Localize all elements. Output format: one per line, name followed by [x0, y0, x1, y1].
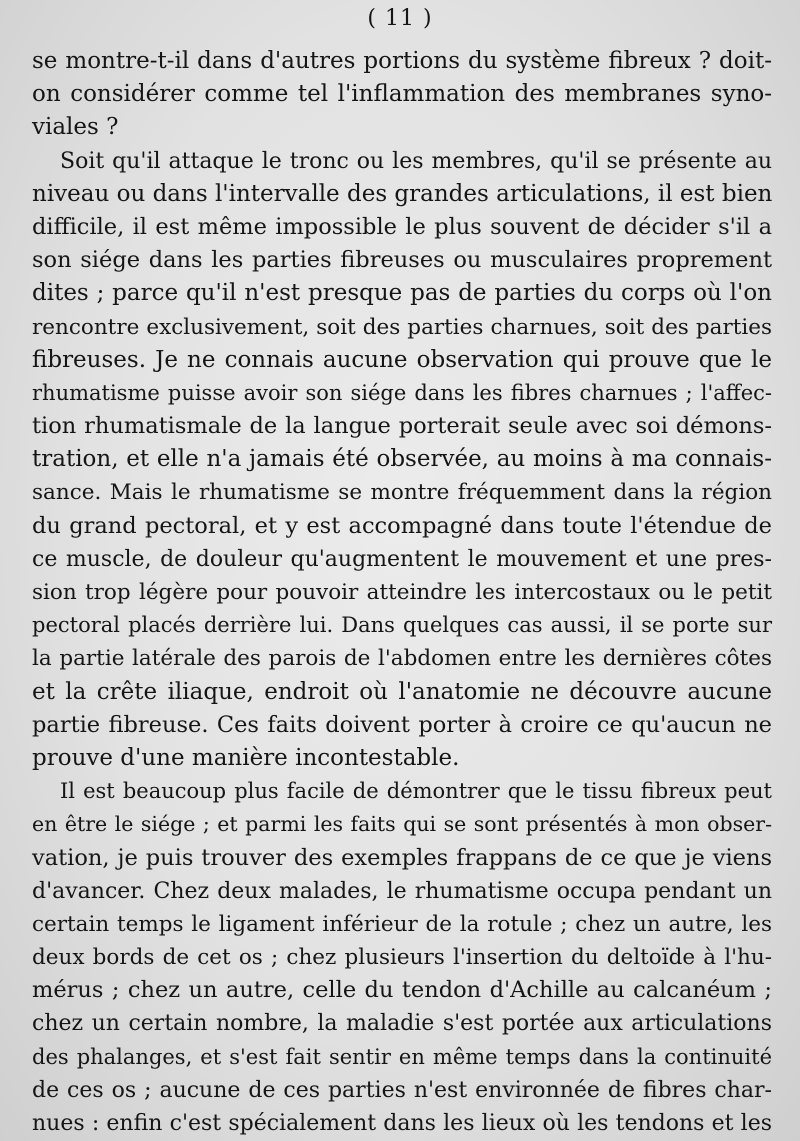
- text-line: certain temps le ligament inférieur de la rotule ; chez un autre, les: [32, 911, 772, 937]
- page-number: ( 11 ): [367, 6, 433, 31]
- text-line: ce muscle, de douleur qu'augmentent le mouvement et une pres-: [32, 546, 772, 572]
- text-line: mérus ; chez un autre, celle du tendon d'Achille au calcanéum ;: [32, 977, 772, 1004]
- text-line: rencontre exclusivement, soit des parties charnues, soit des parties: [32, 314, 772, 340]
- text-line: fibreuses. Je ne connais aucune observation qui prouve que le: [32, 346, 772, 373]
- text-line: d'avancer. Chez deux malades, le rhumatisme occupa pendant un: [32, 878, 772, 904]
- text-line: partie fibreuse. Ces faits doivent porter à croire ce qu'aucun ne: [32, 711, 772, 738]
- text-line: tration, et elle n'a jamais été observée, au moins à ma connais-: [32, 446, 772, 473]
- text-line: on considérer comme tel l'inflammation des membranes syno-: [32, 81, 772, 108]
- text-line: niveau ou dans l'intervalle des grandes articulations, il est bien: [32, 180, 773, 207]
- text-line: de ces os ; aucune de ces parties n'est environnée de fibres char-: [32, 1077, 772, 1103]
- text-line: se montre-t-il dans d'autres portions du système fibreux ? doit-: [32, 48, 772, 74]
- text-line: du grand pectoral, et y est accompagné dans toute l'étendue de: [32, 512, 772, 539]
- paragraph-start-line: Il est beaucoup plus facile de démontrer que le tissu fibreux peut: [60, 779, 772, 804]
- text-line: et la crête iliaque, endroit où l'anatomie ne découvre aucune: [32, 678, 772, 705]
- text-line: la partie latérale des parois de l'abdomen entre les dernières côtes: [32, 646, 772, 672]
- text-line: des phalanges, et s'est fait sentir en même temps dans la continuité: [32, 1044, 772, 1069]
- text-line: viales ?: [32, 114, 119, 141]
- text-line: vation, je puis trouver des exemples frappans de ce que je viens: [32, 844, 772, 871]
- text-line: sance. Mais le rhumatisme se montre fréquemment dans la région: [32, 480, 772, 506]
- body-text: [32, 45, 772, 1140]
- text-line: en être le siége ; et parmi les faits qui se sont présentés à mon obser-: [32, 812, 772, 837]
- text-line: rhumatisme puisse avoir son siége dans les fibres charnues ; l'affec-: [32, 380, 772, 405]
- text-line: difficile, il est même impossible le plus souvent de décider s'il a: [32, 213, 772, 240]
- text-line: tion rhumatismale de la langue porterait seule avec soi démons-: [32, 413, 772, 440]
- text-line: son siége dans les parties fibreuses ou musculaires proprement: [32, 247, 772, 274]
- paragraph-start-line: Soit qu'il attaque le tronc ou les membres, qu'il se présente au: [60, 148, 772, 174]
- text-line: pectoral placés derrière lui. Dans quelques cas aussi, il se porte sur: [32, 613, 772, 638]
- text-line: sion trop légère pour pouvoir atteindre les intercostaux ou le petit: [32, 580, 772, 605]
- text-line: prouve d'une manière incontestable.: [32, 744, 460, 771]
- text-line: nues : enfin c'est spécialement dans les lieux où les tendons et les: [32, 1111, 772, 1136]
- text-line: chez un certain nombre, la maladie s'est portée aux articulations: [32, 1011, 772, 1037]
- text-line: deux bords de cet os ; chez plusieurs l'insertion du deltoïde à l'hu-: [32, 945, 772, 971]
- text-line: dites ; parce qu'il n'est presque pas de parties du corps où l'on: [32, 280, 772, 307]
